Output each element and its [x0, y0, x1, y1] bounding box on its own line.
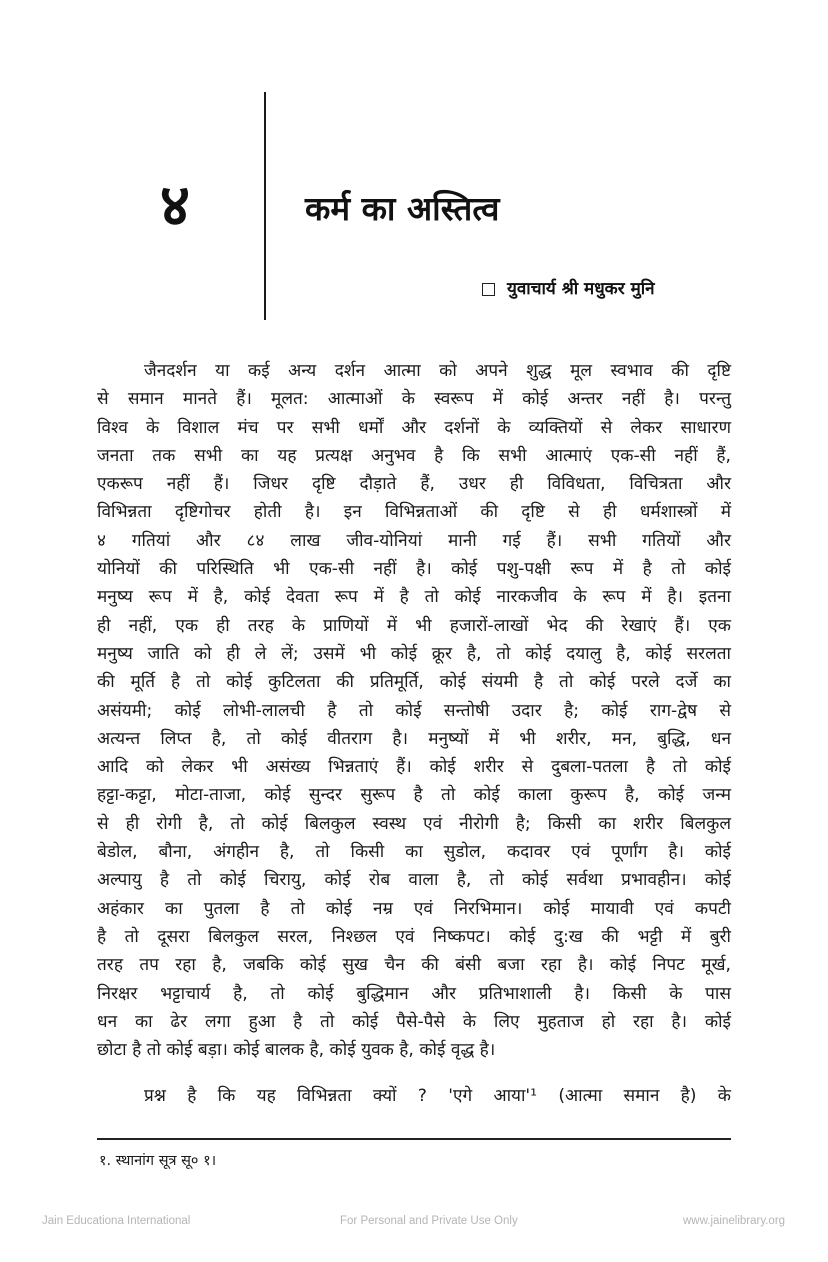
text-line: अल्पायु है तो कोई चिरायु, कोई रोब वाला है, तो कोई सर्वथा प्रभावहीन। कोई — [97, 870, 731, 891]
text-line: से ही रोगी है, तो कोई बिलकुल स्वस्थ एवं नीरोगी है; किसी का शरीर बिलकुल — [97, 813, 731, 834]
text-line: है तो दूसरा बिलकुल सरल, निश्छल एवं निष्कपट। कोई दु:ख की भट्टी में बुरी — [97, 926, 731, 947]
body-text — [97, 357, 731, 1111]
text-line: ही नहीं, एक ही तरह के प्राणियों में भी हजारों-लाखों भेद की रेखाएं हैं। एक — [97, 615, 731, 636]
text-line: मनुष्य रूप में है, कोई देवता रूप में है तो कोई नारकजीव के रूप में है। इतना — [97, 587, 731, 608]
footer-website-link[interactable]: www.jainelibrary.org — [683, 1215, 786, 1227]
text-line: धन का ढेर लगा हुआ है तो कोई पैसे-पैसे के लिए मुहताज हो रहा है। कोई — [97, 1011, 731, 1032]
text-line: विभिन्नता दृष्टिगोचर होती है। इन विभिन्नताओं की दृष्टि से ही धर्मशास्त्रों में — [97, 502, 731, 523]
text-line: की मूर्ति है तो कोई कुटिलता की प्रतिमूर्ति, कोई संयमी है तो कोई परले दर्जे का — [97, 672, 731, 693]
text-line: हट्टा-कट्टा, मोटा-ताजा, कोई सुन्दर सुरूप है तो कोई काला कुरूप है, कोई जन्म — [97, 785, 731, 806]
text-line: असंयमी; कोई लोभी-लालची है तो कोई सन्तोषी उदार है; कोई राग-द्वेष से — [97, 700, 731, 721]
text-line: से समान मानते हैं। मूलत: आत्माओं के स्वरूप में कोई अन्तर नहीं है। परन्तु — [97, 389, 731, 410]
text-line: योनियों की परिस्थिति भी एक-सी नहीं है। कोई पशु-पक्षी रूप में है तो कोई — [97, 559, 731, 580]
paragraph-gap — [97, 1064, 731, 1082]
chapter-title: कर्म का अस्तित्व — [305, 189, 500, 228]
chapter-number: ४ — [159, 171, 191, 239]
text-line: मनुष्य जाति को ही ले लें; उसमें भी कोई क्रूर है, तो कोई दयालु है, कोई सरलता — [97, 643, 731, 664]
text-line: विश्व के विशाल मंच पर सभी धर्मों और दर्शनों के व्यक्तियों से लेकर साधारण — [97, 417, 731, 438]
text-line: जनता तक सभी का यह प्रत्यक्ष अनुभव है कि सभी आत्माएं एक-सी नहीं हैं, — [97, 445, 731, 466]
paragraph-1 — [97, 357, 731, 1064]
text-line: एकरूप नहीं हैं। जिधर दृष्टि दौड़ाते हैं, उधर ही विविधता, विचित्रता और — [97, 474, 731, 495]
text-line: अत्यन्त लिप्त है, तो कोई वीतराग है। मनुष्यों में भी शरीर, मन, बुद्धि, धन — [97, 728, 731, 749]
text-line: अहंकार का पुतला है तो कोई नम्र एवं निरभिमान। कोई मायावी एवं कपटी — [97, 898, 731, 919]
footer-publisher: Jain Educationa International — [42, 1215, 191, 1227]
footnote-separator — [97, 1138, 731, 1140]
text-line: जैनदर्शन या कई अन्य दर्शन आत्मा को अपने शुद्ध मूल स्वभाव की दृष्टि — [144, 361, 731, 381]
text-line: तरह तप रहा है, जबकि कोई सुख चैन की बंसी बजा रहा है। कोई निपट मूर्ख, — [97, 955, 731, 976]
footnote: १. स्थानांग सूत्र सू० १। — [99, 1153, 217, 1169]
author-byline — [482, 276, 655, 302]
paragraph-2 — [97, 1082, 731, 1110]
text-line: प्रश्न है कि यह विभिन्नता क्यों ? 'एगे आया'¹ (आत्मा समान है) के — [144, 1086, 731, 1107]
text-line: ४ गतियां और ८४ लाख जीव-योनियां मानी गई हैं। सभी गतियों और — [97, 530, 731, 551]
vertical-divider — [264, 92, 266, 320]
square-box-icon — [482, 283, 495, 296]
text-line: छोटा है तो कोई बड़ा। कोई बालक है, कोई युवक है, कोई वृद्ध है। — [97, 1040, 496, 1061]
footer-usage-note: For Personal and Private Use Only — [340, 1215, 518, 1227]
text-line: आदि को लेकर भी असंख्य भिन्नताएं हैं। कोई शरीर से दुबला-पतला है तो कोई — [97, 757, 731, 778]
text-line: बेडोल, बौना, अंगहीन है, तो किसी का सुडोल, कदावर एवं पूर्णांग है। कोई — [97, 842, 731, 863]
author-name: युवाचार्य श्री मधुकर मुनि — [507, 279, 655, 299]
text-line: निरक्षर भट्टाचार्य है, तो कोई बुद्धिमान और प्रतिभाशाली है। किसी के पास — [97, 983, 731, 1004]
